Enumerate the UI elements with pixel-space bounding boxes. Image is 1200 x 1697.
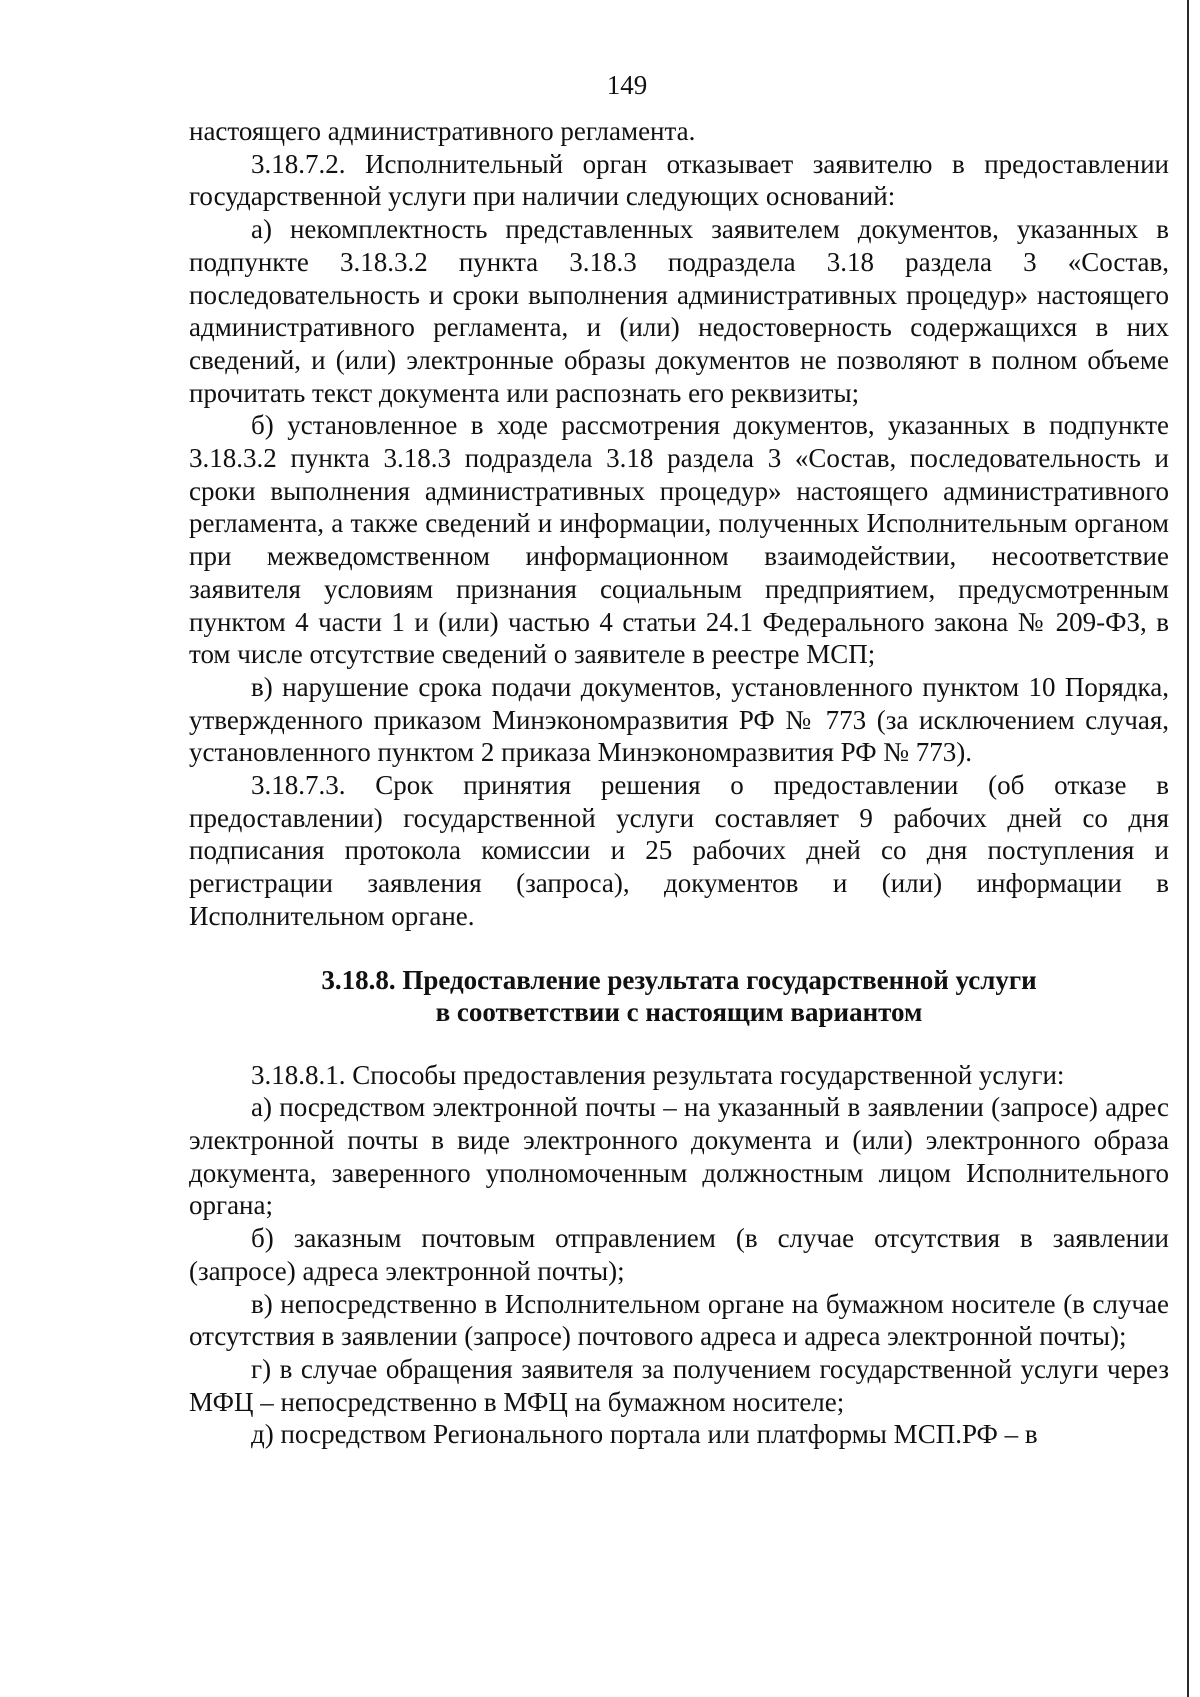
paragraph-continuation: настоящего административного регламента.	[189, 116, 696, 146]
section-heading-line-2: в соответствии с настоящим вариантом	[435, 996, 923, 1027]
list-item-a: а) некомплектность представленных заявителем документов, указанных в подпункте 3.18.3.2 пункта 3.18.3 подраздела 3.18 раздела 3 «Состав, последовательность и сроки выполнения административных процедур» настоящего административного регламента, и (или) недостоверность содержащихся в них сведений, и (или) электронные образы документов не позволяют в полном объеме прочитать текст документа или распознать его реквизиты;	[189, 214, 1169, 408]
paragraph-3-18-7-3: 3.18.7.3. Срок принятия решения о предоставлении (об отказе в предоставлении) государственной услуги составляет 9 рабочих дней со дня подписания протокола комиссии и 25 рабочих дней со дня поступления и регистрации заявления (запроса), документов и (или) информации в Исполнительном органе.	[189, 770, 1169, 931]
section-heading-3-18-8	[189, 964, 1169, 1028]
delivery-item-b: б) заказным почтовым отправлением (в случае отсутствия в заявлении (запросе) адреса электронной почты);	[189, 1223, 1169, 1286]
list-item-b: б) установленное в ходе рассмотрения документов, указанных в подпункте 3.18.3.2 пункта 3.18.3 подраздела 3.18 раздела 3 «Состав, последовательность и сроки выполнения административных процедур» настоящего административного регламента, а также сведений и информации, полученных Исполнительным органом при межведомственном информационном взаимодействии, несоответствие заявителя условиям признания социальным предприятием, предусмотренным пунктом 4 части 1 и (или) частью 4 статьи 24.1 Федерального закона № 209-ФЗ, в том числе отсутствие сведений о заявителе в реестре МСП;	[189, 410, 1169, 670]
page-right-border	[1187, 0, 1189, 1697]
paragraph-3-18-8-1: 3.18.8.1. Способы предоставления результата государственной услуги:	[251, 1059, 1065, 1090]
paragraph-3-18-7-2: 3.18.7.2. Исполнительный орган отказывает заявителю в предоставлении государственной услуги при наличии следующих оснований:	[189, 148, 1169, 212]
list-item-v: в) нарушение срока подачи документов, установленного пунктом 10 Порядка, утвержденного приказом Минэкономразвития РФ № 773 (за исключением случая, установленного пунктом 2 приказа Минэкономразвития РФ № 773).	[189, 671, 1169, 768]
page-number: 149	[606, 70, 648, 100]
delivery-item-d: д) посредством Регионального портала или платформы МСП.РФ – в	[251, 1419, 1038, 1450]
delivery-item-a: а) посредством электронной почты – на указанный в заявлении (запросе) адрес электронной почты в виде электронного документа и (или) электронного образа документа, заверенного уполномоченным должностным лицом Исполнительного органа;	[189, 1092, 1169, 1221]
delivery-item-v: в) непосредственно в Исполнительном органе на бумажном носителе (в случае отсутствия в заявлении (запросе) почтового адреса и адреса электронной почты);	[189, 1288, 1169, 1352]
delivery-item-g: г) в случае обращения заявителя за получением государственной услуги через МФЦ – непосредственно в МФЦ на бумажном носителе;	[189, 1353, 1169, 1417]
section-heading-line-1: 3.18.8. Предоставление результата государственной услуги	[321, 964, 1037, 995]
document-body	[189, 115, 1169, 1451]
